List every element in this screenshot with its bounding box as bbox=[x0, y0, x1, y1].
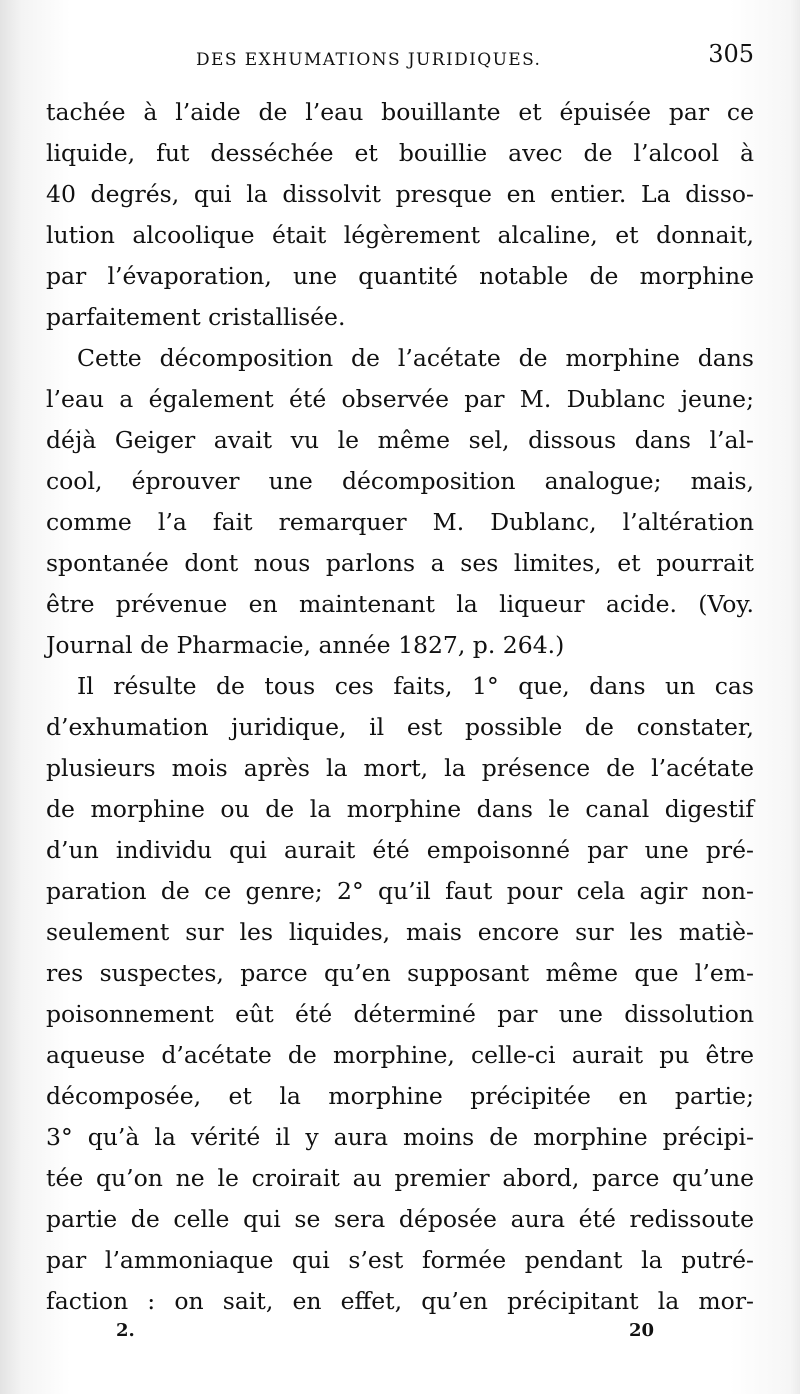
text-line: décomposée, et la morphine précipitée en partie; bbox=[46, 1082, 754, 1110]
text-line: liquide, fut desséchée et bouillie avec de l’alcool à bbox=[46, 139, 754, 167]
text-line: poisonnement eût été déterminé par une dissolution bbox=[46, 1000, 754, 1028]
signature-mark: 2. bbox=[116, 1320, 135, 1341]
text-line: de morphine ou de la morphine dans le canal digestif bbox=[46, 795, 754, 823]
text-line: l’eau a également été observée par M. Dublanc jeune; bbox=[46, 385, 754, 413]
paragraph-first-line: Il résulte de tous ces faits, 1° que, dans un cas bbox=[77, 672, 754, 700]
text-line: aqueuse d’acétate de morphine, celle-ci aurait pu être bbox=[46, 1041, 754, 1069]
text-line: paration de ce genre; 2° qu’il faut pour cela agir non- bbox=[46, 877, 754, 905]
text-line: d’exhumation juridique, il est possible de constater, bbox=[46, 713, 754, 741]
text-line: d’un individu qui aurait été empoisonné par une pré- bbox=[46, 836, 754, 864]
text-line: par l’évaporation, une quantité notable de morphine bbox=[46, 262, 754, 290]
text-line: être prévenue en maintenant la liqueur acide. (Voy. bbox=[46, 590, 754, 618]
running-head: DES EXHUMATIONS JURIDIQUES. bbox=[196, 50, 542, 70]
text-line: par l’ammoniaque qui s’est formée pendant la putré- bbox=[46, 1246, 754, 1274]
text-line: cool, éprouver une décomposition analogue; mais, bbox=[46, 467, 754, 495]
paragraph-last-line: parfaitement cristallisée. bbox=[46, 303, 346, 331]
text-line: 40 degrés, qui la dissolvit presque en entier. La disso- bbox=[46, 180, 754, 208]
page-number: 305 bbox=[708, 40, 754, 68]
text-line: faction : on sait, en effet, qu’en précipitant la mor- bbox=[46, 1287, 754, 1315]
text-line: spontanée dont nous parlons a ses limites, et pourrait bbox=[46, 549, 754, 577]
text-line: lution alcoolique était légèrement alcaline, et donnait, bbox=[46, 221, 754, 249]
paragraph-last-line: Journal de Pharmacie, année 1827, p. 264.) bbox=[46, 631, 565, 659]
text-line: res suspectes, parce qu’en supposant même que l’em- bbox=[46, 959, 754, 987]
text-line: seulement sur les liquides, mais encore sur les matiè- bbox=[46, 918, 754, 946]
paragraph-first-line: Cette décomposition de l’acétate de morphine dans bbox=[77, 344, 754, 372]
text-line: 3° qu’à la vérité il y aura moins de morphine précipi- bbox=[46, 1123, 754, 1151]
text-line: tée qu’on ne le croirait au premier abord, parce qu’une bbox=[46, 1164, 754, 1192]
text-line: déjà Geiger avait vu le même sel, dissous dans l’al- bbox=[46, 426, 754, 454]
text-line: plusieurs mois après la mort, la présence de l’acétate bbox=[46, 754, 754, 782]
text-line: comme l’a fait remarquer M. Dublanc, l’altération bbox=[46, 508, 754, 536]
text-line: tachée à l’aide de l’eau bouillante et épuisée par ce bbox=[46, 98, 754, 126]
text-line: partie de celle qui se sera déposée aura été redissoute bbox=[46, 1205, 754, 1233]
folio-number: 20 bbox=[629, 1320, 655, 1341]
